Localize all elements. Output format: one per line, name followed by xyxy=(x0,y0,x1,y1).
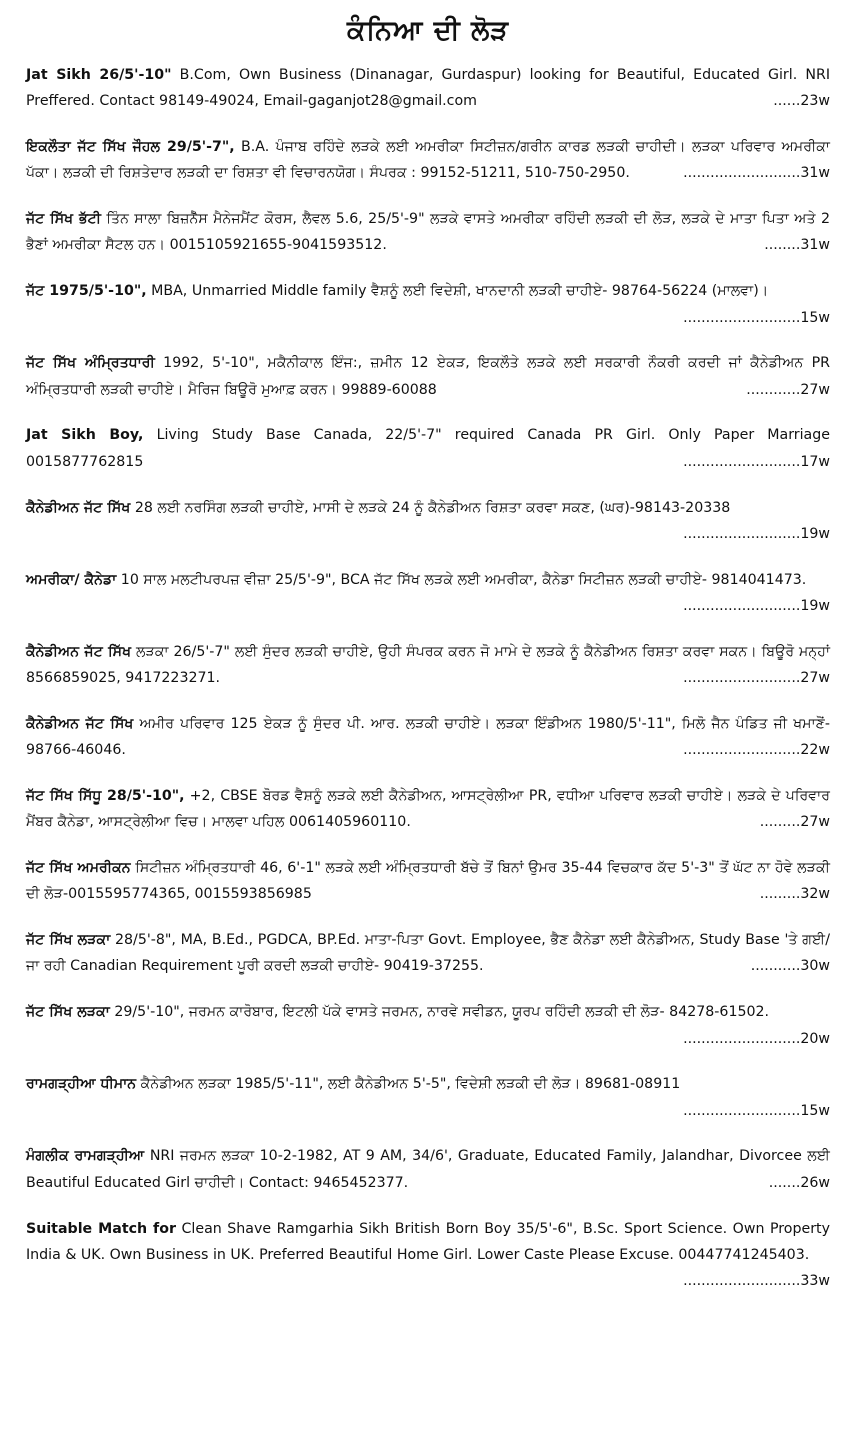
ad-code: ......23w xyxy=(773,93,830,110)
ad-body: ਤਿੰਨ ਸਾਲਾ ਬਿਜ਼ਨੈੱਸ ਮੈਨੇਜਮੈਂਟ ਕੋਰਸ, ਲੈਵਲ 5.6, 25/5'-9" ਲੜਕੇ ਵਾਸਤੇ ਅਮਰੀਕਾ ਰਹਿੰਦੀ ਲੜਕੀ ਦੀ ਲੋੜ, ਲੜਕੇ ਦੇ ਮਾਤਾ ਪਿਤਾ ਅਤੇ 2 ਭੈਣਾਂ ਅਮਰੀਕਾ ਸੈਟਲ ਹਨ। 0015105921655-9041593512. xyxy=(26,211,830,254)
ad-lead: Suitable Match for xyxy=(26,1220,176,1237)
ad-item xyxy=(26,711,830,764)
ad-item xyxy=(26,1071,830,1124)
classifieds-page xyxy=(26,0,830,1453)
ad-lead: ਮੰਗਲੀਕ ਰਾਮਗੜ੍ਹੀਆ xyxy=(26,1148,145,1165)
ad-body: 28 ਲਈ ਨਰਸਿੰਗ ਲੜਕੀ ਚਾਹੀਏ, ਮਾਸੀ ਦੇ ਲੜਕੇ 24 ਨੂੰ ਕੈਨੇਡੀਅਨ ਰਿਸ਼ਤਾ ਕਰਵਾ ਸਕਣ, (ਘਰ)-98143-20338 xyxy=(130,499,731,516)
ad-lead: ਕੈਨੇਡੀਅਨ ਜੱਟ ਸਿੱਖ xyxy=(26,499,131,516)
ad-item xyxy=(26,639,830,692)
ad-lead: Jat Sikh Boy, xyxy=(26,427,144,444)
ad-item xyxy=(26,206,830,259)
ad-item xyxy=(26,927,830,980)
ad-lead: ਕੈਨੇਡੀਅਨ ਜੱਟ ਸਿੱਖ xyxy=(26,643,132,660)
ad-body: 10 ਸਾਲ ਮਲਟੀਪਰਪਜ਼ ਵੀਜ਼ਾ 25/5'-9", BCA ਜੱਟ ਸਿੱਖ ਲੜਕੇ ਲਈ ਅਮਰੀਕਾ, ਕੈਨੇਡਾ ਸਿਟੀਜ਼ਨ ਲੜਕੀ ਚਾਹੀਏ- 9814041473. xyxy=(116,571,807,588)
ad-body: Clean Shave Ramgarhia Sikh British Born Boy 35/5'-6", B.Sc. Sport Science. Own Property India & UK. Own Business in UK. Preferred Beautiful Home Girl. Lower Caste Please Excuse. 00447741245403. xyxy=(26,1220,830,1263)
ad-lead: ਕੈਨੇਡੀਅਨ ਜੱਟ ਸਿੱਖ xyxy=(26,715,134,732)
ad-item xyxy=(26,1143,830,1196)
ad-lead: ਜੱਟ ਸਿੱਖ ਸਿੱਧੂ 28/5'-10", xyxy=(26,787,185,804)
ad-code: ..........................15w xyxy=(683,309,830,326)
ad-item xyxy=(26,422,830,475)
ad-lead: ਰਾਮਗੜ੍ਹੀਆ ਧੀਮਾਨ xyxy=(26,1076,137,1093)
ad-body: 28/5'-8", MA, B.Ed., PGDCA, BP.Ed. ਮਾਤਾ-ਪਿਤਾ Govt. Employee, ਭੈਣ ਕੈਨੇਡਾ ਲਈ ਕੈਨੇਡੀਅਨ, Study Base 'ਤੇ ਗਈ/ਜਾ ਰਹੀ Canadian Requirement ਪੂਰੀ ਕਰਦੀ ਲੜਕੀ ਚਾਹੀਏ- 90419-37255. xyxy=(26,932,830,975)
ad-code: ...........30w xyxy=(750,958,830,975)
ad-code: ..........................31w xyxy=(683,165,830,182)
ad-code: ..........................19w xyxy=(683,597,830,614)
ad-code: ..........................15w xyxy=(683,1102,830,1119)
ad-lead: ਜੱਟ ਸਿੱਖ ਅੰਮ੍ਰਿਤਧਾਰੀ xyxy=(26,355,155,372)
ad-body: ਲੜਕਾ 26/5'-7" ਲਈ ਸੁੰਦਰ ਲੜਕੀ ਚਾਹੀਏ, ਉਹੀ ਸੰਪਰਕ ਕਰਨ ਜੋ ਮਾਮੇ ਦੇ ਲੜਕੇ ਨੂੰ ਕੈਨੇਡੀਅਨ ਰਿਸ਼ਤਾ ਕਰਵਾ ਸਕਨ। ਬਿਊਰੋ ਮਨ੍ਹਾਂ 8566859025, 9417223271. xyxy=(26,643,830,687)
ad-body: ਸਿਟੀਜ਼ਨ ਅੰਮ੍ਰਿਤਧਾਰੀ 46, 6'-1" ਲੜਕੇ ਲਈ ਅੰਮ੍ਰਿਤਧਾਰੀ ਬੱਚੇ ਤੋਂ ਬਿਨਾਂ ਉਮਰ 35-44 ਵਿਚਕਾਰ ਕੱਦ 5'-3" ਤੋਂ ਘੱਟ ਨਾ ਹੋਵੇ ਲੜਕੀ ਦੀ ਲੋੜ-0015595774365, 0015593856985 xyxy=(26,860,830,903)
ad-item xyxy=(26,350,830,403)
ad-code: .........32w xyxy=(759,886,830,903)
ad-lead: ਜੱਟ 1975/5'-10", xyxy=(26,283,147,300)
ad-lead: ਜੱਟ ਸਿੱਖ ਭੱਟੀ xyxy=(26,211,102,228)
ad-lead: ਜੱਟ ਸਿੱਖ ਲੜਕਾ xyxy=(26,1004,110,1021)
ad-lead: ਜੱਟ ਸਿੱਖ ਅਮਰੀਕਨ xyxy=(26,860,131,877)
ad-code: ..........................22w xyxy=(683,742,830,759)
ad-item xyxy=(26,999,830,1052)
ad-item xyxy=(26,855,830,908)
ad-lead: ਇਕਲੌਤਾ ਜੱਟ ਸਿੱਖ ਜੌਹਲ 29/5'-7", xyxy=(26,139,235,156)
ad-body: NRI ਜਰਮਨ ਲੜਕਾ 10-2-1982, AT 9 AM, 34/6', Graduate, Educated Family, Jalandhar, Divorcee ਲਈ Beautiful Educated Girl ਚਾਹੀਦੀ। Contact: 9465452377. xyxy=(26,1148,831,1191)
ad-item xyxy=(26,1216,830,1295)
ad-body: 1992, 5'-10", ਮਕੈਨੀਕਾਲ ਇੰਜ:, ਜ਼ਮੀਨ 12 ਏਕੜ, ਇਕਲੌਤੇ ਲੜਕੇ ਲਈ ਸਰਕਾਰੀ ਨੌਕਰੀ ਕਰਦੀ ਜਾਂ ਕੈਨੇਡੀਅਨ PR ਅੰਮ੍ਰਿਤਧਾਰੀ ਲੜਕੀ ਚਾਹੀਏ। ਮੈਰਿਜ ਬਿਊਰੋ ਮੁਆਫ਼ ਕਰਨ। 99889-60088 xyxy=(26,355,830,398)
ads-list xyxy=(26,62,830,1314)
ad-code: ..........................19w xyxy=(683,525,830,542)
ad-code: ..........................17w xyxy=(683,453,830,470)
ad-body: ਅਮੀਰ ਪਰਿਵਾਰ 125 ਏਕੜ ਨੂੰ ਸੁੰਦਰ ਪੀ. ਆਰ. ਲੜਕੀ ਚਾਹੀਏ। ਲੜਕਾ ਇੰਡੀਅਨ 1980/5'-11", ਮਿਲੋ ਜੈਨ ਪੰਡਿਤ ਜੀ ਖਮਾਣੋਂ- 98766-46046. xyxy=(26,715,830,759)
ad-code: .........27w xyxy=(759,814,830,831)
ad-code: ..........................27w xyxy=(683,670,830,687)
ad-code: ..........................33w xyxy=(683,1273,830,1290)
ad-item xyxy=(26,567,830,620)
ad-lead: ਜੱਟ ਸਿੱਖ ਲੜਕਾ xyxy=(26,932,111,949)
ad-body: MBA, Unmarried Middle family ਵੈਸ਼ਨੂੰ ਲਈ ਵਿਦੇਸ਼ੀ, ਖਾਨਦਾਨੀ ਲੜਕੀ ਚਾਹੀਏ- 98764-56224 (ਮਾਲਵਾ)। xyxy=(146,283,769,300)
ad-body: B.Com, Own Business (Dinanagar, Gurdaspur) looking for Beautiful, Educated Girl. NRI Preffered. Contact 98149-49024, Email-gaganjot28@gmail.com xyxy=(26,67,830,110)
ad-item xyxy=(26,783,830,836)
ad-lead: Jat Sikh 26/5'-10" xyxy=(26,67,172,83)
ad-code: .......26w xyxy=(768,1174,830,1191)
ad-body: ਕੈਨੇਡੀਅਨ ਲੜਕਾ 1985/5'-11", ਲਈ ਕੈਨੇਡੀਅਨ 5'-5", ਵਿਦੇਸ਼ੀ ਲੜਕੀ ਦੀ ਲੋੜ। 89681-08911 xyxy=(136,1076,681,1093)
ad-code: ............27w xyxy=(746,381,830,398)
ad-body: 29/5'-10", ਜਰਮਨ ਕਾਰੋਬਾਰ, ਇਟਲੀ ਪੱਕੇ ਵਾਸਤੇ ਜਰਮਨ, ਨਾਰਵੇ ਸਵੀਡਨ, ਯੂਰਪ ਰਹਿੰਦੀ ਲੜਕੀ ਦੀ ਲੋੜ- 84278-61502. xyxy=(109,1004,770,1021)
ad-item xyxy=(26,62,830,115)
ad-lead: ਅਮਰੀਕਾ/ ਕੈਨੇਡਾ xyxy=(26,571,117,588)
ad-item xyxy=(26,495,830,548)
page-title: ਕੰਨਿਆ ਦੀ ਲੋੜ xyxy=(346,15,510,46)
ad-body: Living Study Base Canada, 22/5'-7" required Canada PR Girl. Only Paper Marriage 0015877762815 xyxy=(26,427,830,470)
ad-item xyxy=(26,134,830,187)
ad-body: B.A. ਪੰਜਾਬ ਰਹਿੰਦੇ ਲੜਕੇ ਲਈ ਅਮਰੀਕਾ ਸਿਟੀਜ਼ਨ/ਗਰੀਨ ਕਾਰਡ ਲੜਕੀ ਚਾਹੀਦੀ। ਲੜਕਾ ਪਰਿਵਾਰ ਅਮਰੀਕਾ ਪੱਕਾ। ਲੜਕੀ ਦੀ ਰਿਸ਼ਤੇਦਾਰ ਲੜਕੀ ਦਾ ਰਿਸ਼ਤਾ ਵੀ ਵਿਚਾਰਨਯੋਗ। ਸੰਪਰਕ : 99152-51211, 510-750-2950. xyxy=(26,139,830,182)
ad-code: ........31w xyxy=(764,237,830,254)
ad-code: ..........................20w xyxy=(683,1030,830,1047)
ad-body: +2, CBSE ਬੋਰਡ ਵੈਸ਼ਨੂੰ ਲੜਕੇ ਲਈ ਕੈਨੇਡੀਅਨ, ਆਸਟ੍ਰੇਲੀਆ PR, ਵਧੀਆ ਪਰਿਵਾਰ ਲੜਕੀ ਚਾਹੀਏ। ਲੜਕੇ ਦੇ ਪਰਿਵਾਰ ਮੈਂਬਰ ਕੈਨੇਡਾ, ਆਸਟ੍ਰੇਲੀਆ ਵਿਚ। ਮਾਲਵਾ ਪਹਿਲ 0061405960110. xyxy=(26,787,830,831)
ad-item xyxy=(26,278,830,331)
